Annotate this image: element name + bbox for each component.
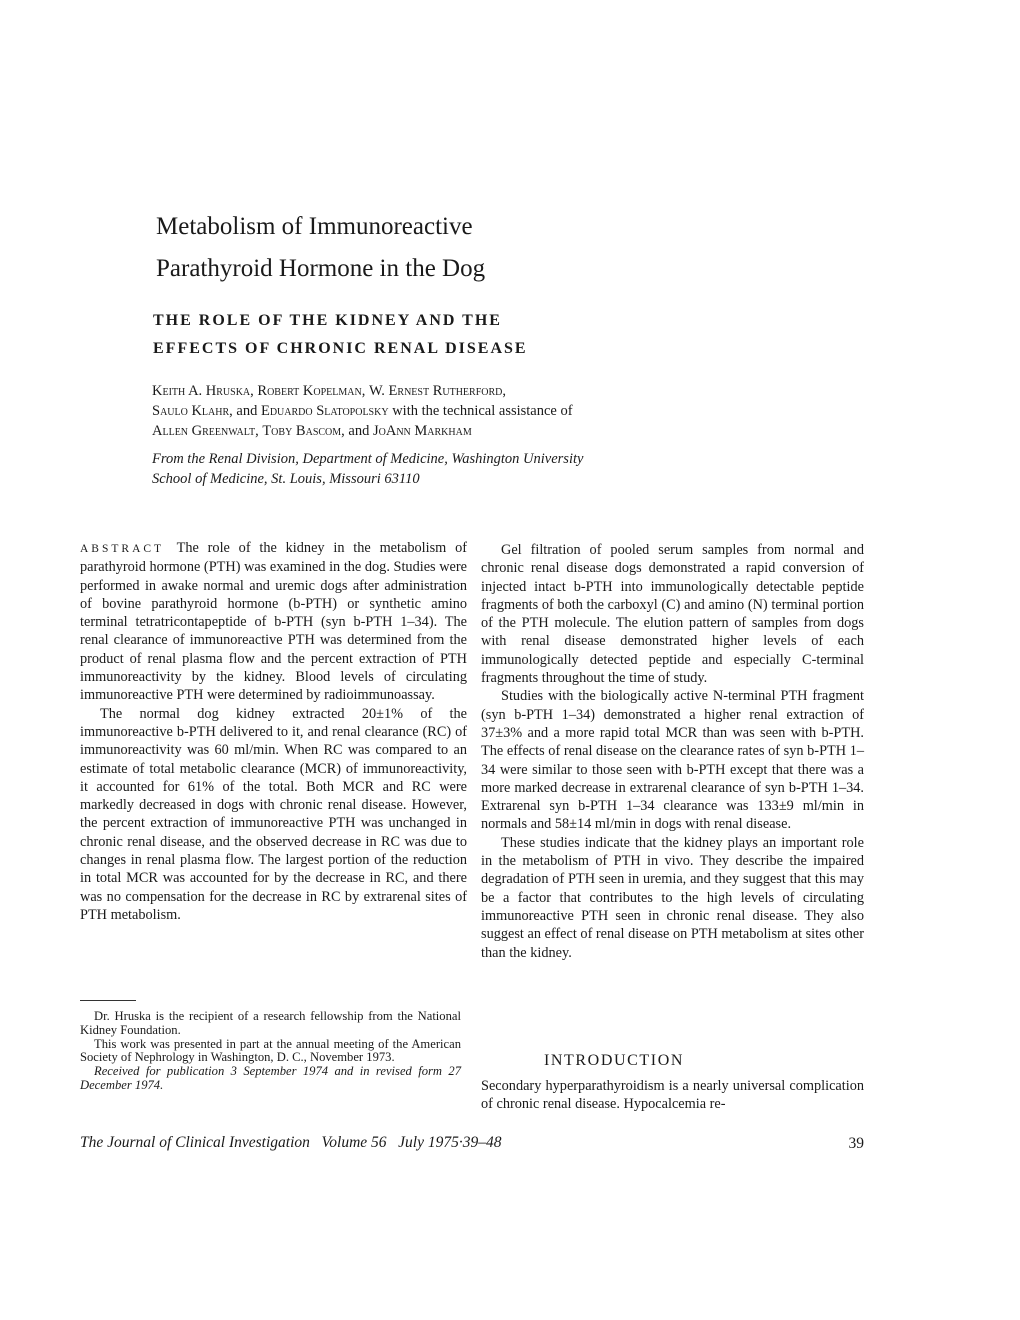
subtitle-line-2: EFFECTS OF CHRONIC RENAL DISEASE (153, 340, 528, 357)
footnote-presentation: This work was presented in part at the annual meeting of the American Society of Nephrology in Washington, D. C., November 1973. (80, 1036, 461, 1065)
article-title (156, 206, 856, 290)
footnote-received: Received for publication 3 September 1974 and in revised form 27 December 1974. (80, 1064, 461, 1092)
abstract-right-column (481, 541, 864, 962)
assistance-text: with the technical assistance of (392, 403, 573, 419)
author-name: Saulo Klahr (152, 403, 230, 419)
footnote-divider (80, 1000, 136, 1001)
abstract-left-column (80, 539, 467, 924)
author-line-3: Allen Greenwalt, Toby Bascom, and JoAnn Markham (152, 423, 472, 439)
author-list (152, 381, 712, 441)
title-line-1: Metabolism of Immunoreactive (156, 213, 473, 240)
affiliation-line-1: From the Renal Division, Department of Medicine, Washington University (152, 451, 584, 467)
author-line-2: Saulo Klahr, and Eduardo Slatopolsky with the technical assistance of (152, 403, 573, 419)
abstract-label: ABSTRACT (80, 543, 165, 555)
author-name: Allen Greenwalt (152, 423, 256, 439)
abstract-paragraph-2: The normal dog kidney extracted 20±1% of the immunoreactive b-PTH delivered to it, and renal clearance (RC) of immunoreactivity was 60 ml/min. When RC was compared to an estimate of total metabolic clearance (MCR) of immunoreactivity, it accounted for 61% of the total. Both MCR and RC were markedly decreased in dogs with chronic renal disease. However, the percent extraction of immunoreactive PTH was unchanged in chronic renal disease, and the observed decrease in RC was due to changes in renal plasma flow. The largest portion of the reduction in total MCR was accounted for by the decrease in RC, and there was no compensation for the decrease in RC by extrarenal sites of PTH metabolism. (80, 705, 467, 923)
author-name: Toby Bascom (262, 423, 342, 439)
author-line-1: Keith A. Hruska, Robert Kopelman, W. Ernest Rutherford, (152, 383, 506, 399)
author-name: Eduardo Slatopolsky (260, 403, 389, 419)
abstract-paragraph-5: These studies indicate that the kidney plays an important role in the metabolism of PTH in vivo. They describe the impaired degradation of PTH seen in uremia, and they suggest that this may be a factor that contributes to the high levels of circulating immunoreactive PTH seen in chronic renal disease. They also suggest an effect of renal disease on PTH metabolism at sites other than the kidney. (481, 834, 864, 961)
affiliation-line-2: School of Medicine, St. Louis, Missouri 63110 (152, 471, 420, 487)
abstract-paragraph-4: Studies with the biologically active N-terminal PTH fragment (syn b-PTH 1–34) demonstrated a higher renal extraction of 37±3% and a more rapid total MCR than was seen with b-PTH. The effects of renal disease on the clearance rates of syn b-PTH 1–34 were similar to those seen with b-PTH except that there was a more marked decrease in extrarenal clearance of syn b-PTH 1–34. Extrarenal syn b-PTH 1–34 clearance was 133±9 ml/min in normals and 58±14 ml/min in dogs with renal disease. (481, 688, 864, 833)
introduction-heading: INTRODUCTION (543, 1052, 685, 1069)
author-name: JoAnn Markham (372, 423, 472, 439)
abstract-paragraph-1: ABSTRACT The role of the kidney in the metabolism of parathyroid hormone (PTH) was examined in the dog. Studies were performed in awake normal and uremic dogs after administration of bovine parathyroid hormone (b-PTH) or synthetic amino terminal tetratricontapeptide of b-PTH (syn b-PTH 1–34). The renal clearance of immunoreactive PTH was determined from the product of renal plasma flow and the percent extraction of PTH immunoreactivity by the kidney. Blood levels of circulating immunoreactive PTH were determined by radioimmunoassay. (80, 540, 467, 704)
introduction-paragraph: Secondary hyperparathyroidism is a nearly universal complication of chronic renal disease. Hypocalcemia re- (481, 1078, 864, 1113)
abstract-paragraph-3: Gel filtration of pooled serum samples from normal and chronic renal disease dogs demonstrated a rapid conversion of injected intact b-PTH into immunologically detectable peptide fragments of both the carboxyl (C) and amino (N) terminal portion of the PTH molecule. The elution pattern of samples from dogs with renal disease demonstrated higher levels of each immunologically detected peptide and especially C-terminal fragments throughout the time of study. (481, 542, 864, 687)
author-name: Robert Kopelman (257, 383, 362, 399)
subtitle-line-1: THE ROLE OF THE KIDNEY AND THE (153, 312, 502, 329)
author-name: W. Ernest Rutherford (368, 383, 503, 399)
footnotes (80, 1010, 461, 1093)
article-subtitle (153, 307, 853, 363)
introduction-text (481, 1077, 864, 1114)
footnote-fellowship: Dr. Hruska is the recipient of a research fellowship from the National Kidney Foundation. (80, 1009, 461, 1037)
journal-citation: The Journal of Clinical Investigation Volume 56 July 1975·39–48 (80, 1134, 502, 1151)
author-name: Keith A. Hruska (152, 383, 251, 399)
page-number: 39 (848, 1135, 864, 1152)
affiliation (152, 449, 712, 489)
title-line-2: Parathyroid Hormone in the Dog (156, 255, 486, 282)
